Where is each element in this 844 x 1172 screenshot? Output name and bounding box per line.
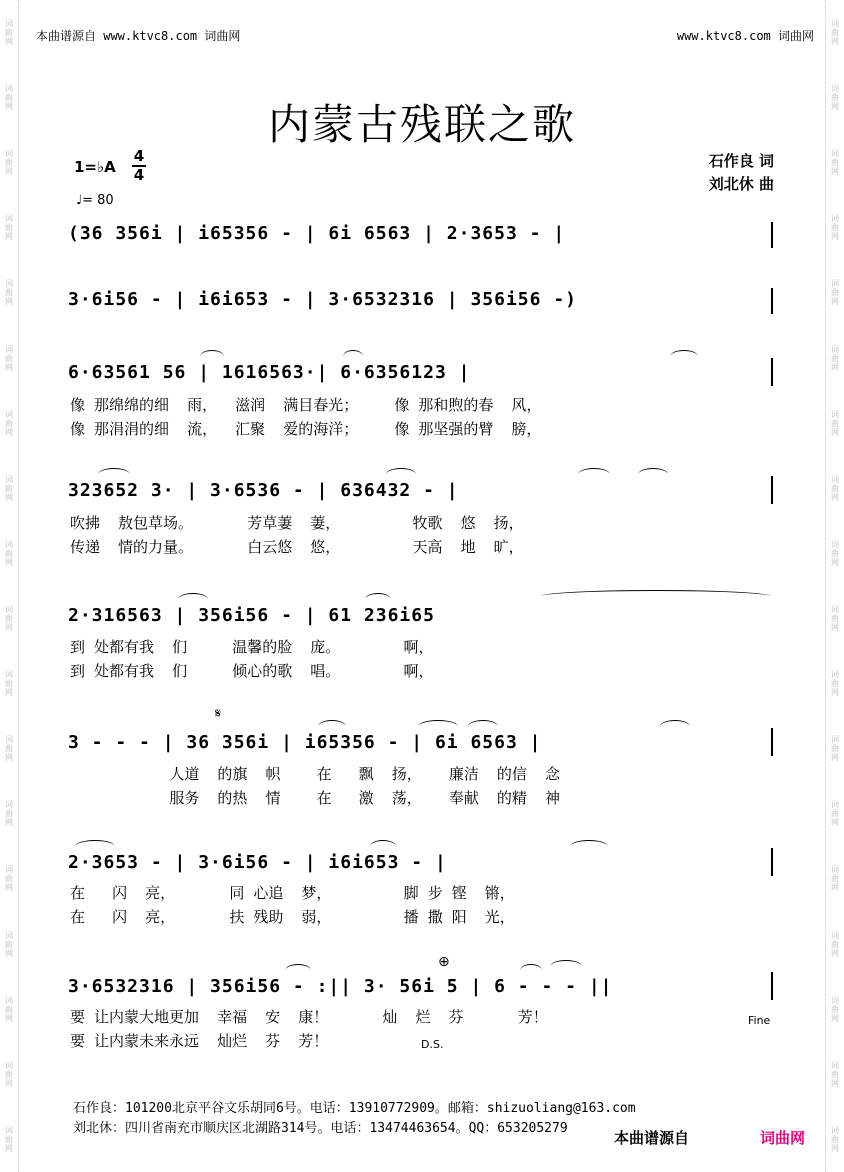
lyric-row-8-verse-1: 要 让内蒙大地更加 幸福 安 康！ 灿 烂 芬 芳！	[70, 1008, 548, 1026]
slur	[178, 593, 208, 606]
score-row-7: 2·3653 - | 3·6i56 - | i6i653 - |	[68, 852, 447, 873]
header-source-left: 本曲谱源自 www.ktvc8.com 词曲网	[36, 29, 241, 43]
header-source-right: www.ktvc8.com 词曲网	[676, 29, 814, 43]
segno-mark: 𝄋	[215, 706, 222, 722]
score-row-3: 6·63561 56 | 1616563·| 6·6356123 |	[68, 362, 471, 383]
slur	[570, 840, 608, 853]
lyric-row-5-verse-2: 到 处都有我 们 倾心的歌 唱。 啊，	[70, 662, 434, 680]
slur	[365, 593, 391, 606]
score-row-5: 2·316563 | 356i56 - | 61 236i65	[68, 605, 435, 626]
slur	[540, 590, 772, 603]
score-row-4: 323652 3· | 3·6536 - | 636432 - |	[68, 480, 459, 501]
fine-marking: Fine	[748, 1014, 771, 1027]
slur	[98, 468, 130, 481]
time-numerator: 4	[133, 147, 145, 165]
slur	[75, 840, 115, 853]
song-title: 内蒙古残联之歌	[267, 100, 576, 149]
barline	[771, 476, 773, 504]
barline	[771, 848, 773, 876]
barline	[771, 358, 773, 386]
time-signature	[132, 148, 146, 184]
score-row-6: 3 - - - | 36 356i | i65356 - | 6i 6563 |	[68, 732, 542, 753]
barline	[771, 288, 773, 314]
lyric-row-7-verse-1: 在 闪 亮， 同 心追 梦， 脚 步 铿 锵，	[70, 884, 515, 902]
right-edge-watermark: 词曲网 词曲网 词曲网 词曲网 词曲网 词曲网 词曲网 词曲网 词曲网 词曲网 词曲网 词曲网 词曲网 词曲网 词曲网 词曲网 词曲网 词曲网	[825, 0, 844, 1172]
lyric-row-4-verse-1: 吹拂 敖包草场。 芳草萋 萋， 牧歌 悠 扬，	[70, 514, 524, 532]
credits	[709, 150, 774, 196]
slur	[418, 720, 458, 733]
lyric-row-4-verse-2: 传递 情的力量。 白云悠 悠， 天高 地 旷，	[70, 538, 524, 556]
slur	[285, 964, 311, 977]
slur	[550, 960, 582, 973]
slur	[468, 720, 498, 733]
lyric-row-6-verse-1: 人道 的旗 帜 在 飘 扬， 廉洁 的信 念	[70, 765, 560, 783]
slur	[520, 964, 542, 977]
slur	[670, 350, 698, 363]
time-denominator: 4	[133, 166, 145, 184]
lyric-row-6-verse-2: 服务 的热 情 在 激 荡， 奉献 的精 神	[70, 789, 560, 807]
footer-contact-lyricist: 石作良：101200北京平谷文乐胡同6号。电话：13910772909。邮箱：shizuoliang@163.com	[73, 1101, 636, 1116]
tempo-marking: ♩= 80	[76, 193, 114, 208]
score-row-1: (36 356i | i65356 - | 6i 6563 | 2·3653 - |	[68, 223, 566, 244]
score-row-8: 3·6532316 | 356i56 - :|| 3· 56i 5 | 6 - - - ||	[68, 976, 613, 997]
slur	[318, 720, 346, 733]
lyric-row-7-verse-2: 在 闪 亮， 扶 残助 弱， 播 撒 阳 光，	[70, 908, 515, 926]
barline	[771, 972, 773, 1000]
slur	[638, 468, 668, 481]
left-edge-watermark: 词曲网 词曲网 词曲网 词曲网 词曲网 词曲网 词曲网 词曲网 词曲网 词曲网 词曲网 词曲网 词曲网 词曲网 词曲网 词曲网 词曲网 词曲网	[0, 0, 19, 1172]
lyricist-credit: 石作良 词	[708, 152, 774, 170]
score-row-2: 3·6i56 - | i6i653 - | 3·6532316 | 356i56 -)	[68, 289, 577, 310]
ds-marking: D.S.	[421, 1038, 444, 1051]
slur	[200, 350, 224, 363]
slur	[660, 720, 690, 733]
barline	[771, 222, 773, 248]
slur	[343, 350, 363, 363]
brand-logo: 词曲网	[760, 1129, 806, 1147]
composer-credit: 刘北休 曲	[708, 175, 774, 193]
brand-source-label: 本曲谱源自	[610, 1127, 693, 1148]
lyric-row-5-verse-1: 到 处都有我 们 温馨的脸 庞。 啊，	[70, 638, 434, 656]
footer-contact-composer: 刘北休：四川省南充市顺庆区北湖路314号。电话：13474463654。QQ：653205279	[73, 1121, 568, 1136]
lyric-row-8-verse-2: 要 让内蒙未来永远 灿烂 芬 芳！	[70, 1032, 329, 1050]
slur	[386, 468, 416, 481]
slur	[370, 840, 396, 853]
slur	[578, 468, 610, 481]
coda-mark: ⊕	[438, 954, 450, 970]
lyric-row-3-verse-2: 像 那涓涓的细 流， 汇聚 爱的海洋； 像 那坚强的臂 膀，	[70, 420, 542, 438]
key-signature: 1=♭A	[74, 158, 116, 176]
barline	[771, 728, 773, 756]
lyric-row-3-verse-1: 像 那绵绵的细 雨， 滋润 满目春光； 像 那和煦的春 风，	[70, 396, 542, 414]
